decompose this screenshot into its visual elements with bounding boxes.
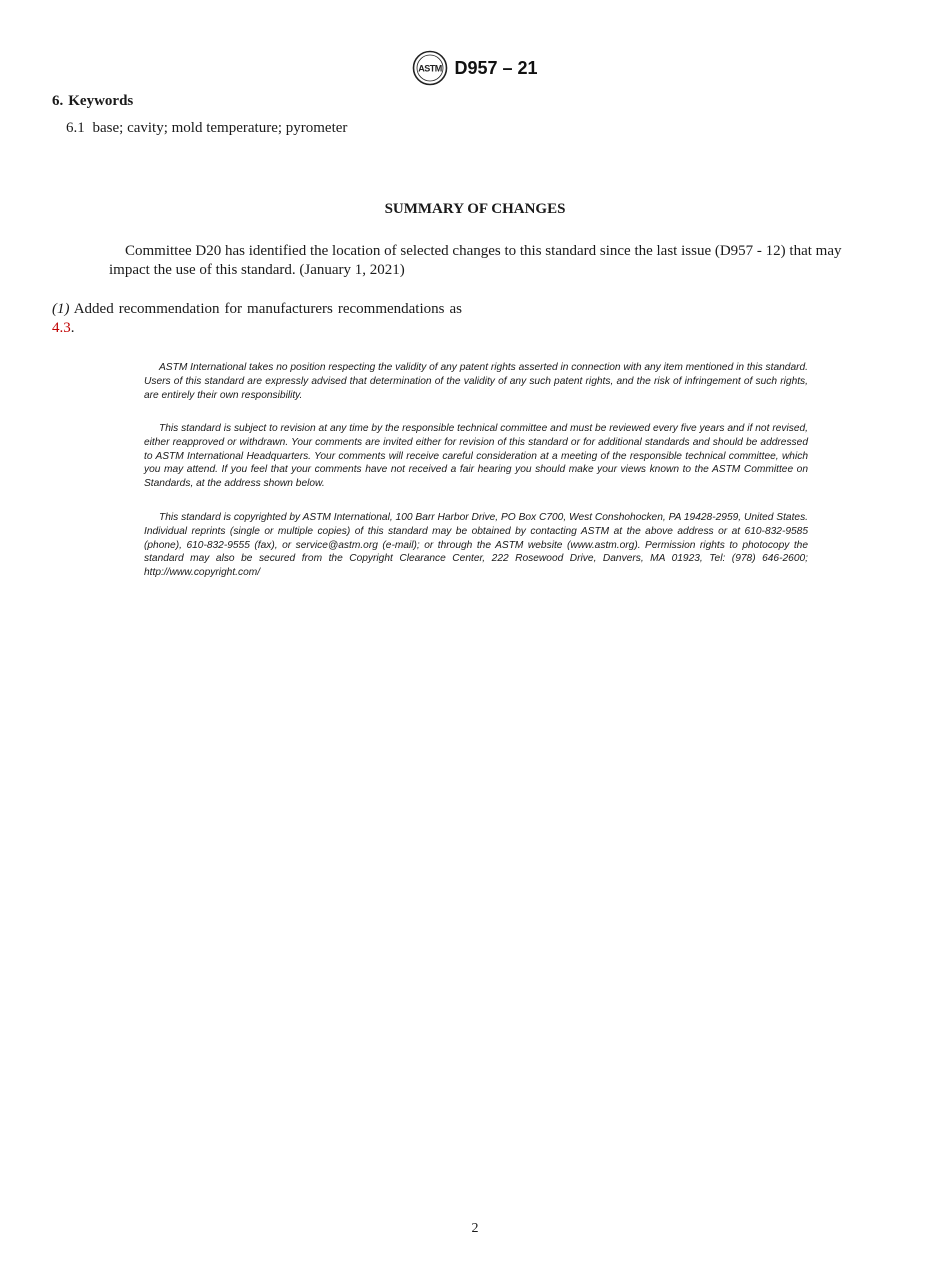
section-4-3-link[interactable]: 4.3 <box>52 320 71 336</box>
summary-intro-text: Committee D20 has identified the location of selected changes to this standard since the last issue (D957 - 12) that may impact the use of this standard. (January 1, 2021) <box>109 243 842 278</box>
summary-of-changes-title: SUMMARY OF CHANGES <box>384 201 566 217</box>
revision-notice-text: This standard is subject to revision at any time by the responsible technical committee and must be reviewed every five years and if not revised, either reapproved or withdrawn. Your comments are invited either for revision of this standard or for additional standards and should be addressed to ASTM International Headquarters. Your comments will receive careful consideration at a meeting of the responsible technical committee, which you may attend. If you feel that your comments have not received a fair hearing you should make your views known to the ASTM Committee on Standards, at the address shown below. <box>144 423 808 490</box>
section-heading <box>52 93 133 110</box>
keywords-text: base; cavity; mold temperature; pyrometer <box>92 120 348 136</box>
change-item-number: (1) <box>52 301 70 317</box>
change-item <box>52 300 462 338</box>
svg-text:ASTM: ASTM <box>418 63 443 74</box>
patent-notice <box>144 361 808 402</box>
patent-notice-text: ASTM International takes no position respecting the validity of any patent rights asserted in connection with any item mentioned in this standard. Users of this standard are expressly advised that determination of the validity of any such patent rights, and the risk of infringement of such rights, are entirely their own responsibility. <box>144 362 808 401</box>
page-number: 2 <box>471 1221 479 1236</box>
section-number: 6. <box>52 93 64 109</box>
change-item-end: . <box>70 320 75 336</box>
summary-intro <box>109 242 849 280</box>
revision-notice <box>144 422 808 491</box>
document-designation: D957 – 21 <box>454 57 538 78</box>
section-title: Keywords <box>68 93 134 109</box>
page-header <box>0 50 950 86</box>
astm-logo-icon <box>412 50 448 86</box>
paragraph-number: 6.1 <box>66 120 85 136</box>
change-item-text: Added recommendation for manufacturers recommendations as <box>73 301 462 317</box>
copyright-notice-text: This standard is copyrighted by ASTM International, 100 Barr Harbor Drive, PO Box C700, West Conshohocken, PA 19428-2959, United States. Individual reprints (single or multiple copies) of this standard may be obtained by contacting ASTM at the above address or at 610-832-9585 (phone), 610-832-9555 (fax), or service@astm.org (e-mail); or through the ASTM website (www.astm.org). Permission rights to photocopy the standard may also be secured from the Copyright Clearance Center, 222 Rosewood Drive, Danvers, MA 01923, Tel: (978) 646-2600; http://www.copyright.com/ <box>144 512 808 579</box>
copyright-notice <box>144 511 808 580</box>
keywords-paragraph <box>66 120 347 137</box>
